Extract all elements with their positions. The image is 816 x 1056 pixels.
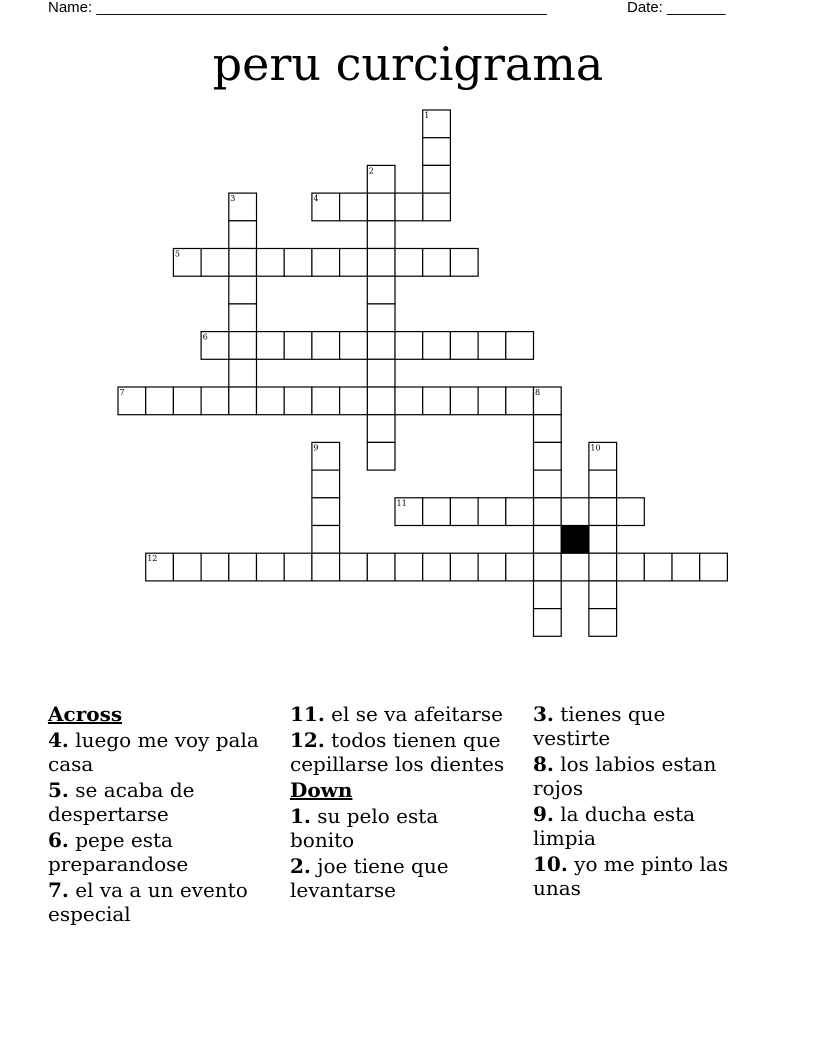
clue-down-2 <box>290 854 505 902</box>
grid-cell[interactable] <box>395 249 423 277</box>
grid-cell[interactable] <box>534 526 562 554</box>
across-heading: Across <box>48 702 123 726</box>
clue-text: el va a un evento especial <box>48 878 248 926</box>
clue-number: 4. <box>48 728 69 752</box>
grid-cell[interactable] <box>367 553 395 581</box>
grid-cell[interactable] <box>423 165 451 193</box>
grid-cell[interactable] <box>423 553 451 581</box>
grid-cell[interactable] <box>589 581 617 609</box>
grid-cell[interactable] <box>395 553 423 581</box>
black-cell <box>561 526 589 554</box>
clue-number-label: 10 <box>590 443 601 453</box>
clue-down-9 <box>533 802 748 850</box>
grid-cell[interactable] <box>340 387 368 415</box>
grid-cell[interactable] <box>534 415 562 443</box>
grid-cell[interactable] <box>229 553 257 581</box>
grid-cell[interactable] <box>229 249 257 277</box>
grid-cell[interactable] <box>229 359 257 387</box>
clue-across-4 <box>48 728 263 776</box>
grid-cell[interactable] <box>506 553 534 581</box>
clue-number: 5. <box>48 778 69 802</box>
grid-cell[interactable] <box>506 387 534 415</box>
grid-cell[interactable] <box>229 304 257 332</box>
clue-down-1 <box>290 804 505 852</box>
grid-cell[interactable] <box>700 553 728 581</box>
clue-text: joe tiene que levantarse <box>290 854 449 902</box>
down-heading: Down <box>290 778 353 802</box>
clue-number-label: 2 <box>368 166 374 176</box>
grid-cell[interactable] <box>312 526 340 554</box>
grid-cell[interactable] <box>257 332 285 360</box>
clue-number-label: 7 <box>119 388 125 397</box>
clue-column-1 <box>48 702 263 928</box>
grid-cell[interactable] <box>589 498 617 526</box>
grid-cell[interactable] <box>589 609 617 637</box>
clue-number: 11. <box>290 702 325 726</box>
grid-cell[interactable] <box>173 387 201 415</box>
grid-cell[interactable] <box>561 553 589 581</box>
grid-cell[interactable] <box>672 553 700 581</box>
grid-cell[interactable] <box>367 387 395 415</box>
grid-cell[interactable] <box>450 387 478 415</box>
date-field-label: Date: _______ <box>627 0 726 16</box>
grid-cell[interactable] <box>534 553 562 581</box>
clue-text: todos tienen que cepillarse los dientes <box>290 728 505 776</box>
clue-text: se acaba de despertarse <box>48 778 195 826</box>
clue-number-label: 5 <box>174 249 180 259</box>
grid-cell[interactable] <box>257 387 285 415</box>
grid-cell[interactable] <box>478 498 506 526</box>
clue-number-label: 1 <box>424 111 430 120</box>
clue-number: 7. <box>48 878 69 902</box>
grid-cell[interactable] <box>589 553 617 581</box>
grid-cell[interactable] <box>534 442 562 470</box>
grid-cell[interactable] <box>312 387 340 415</box>
clue-number-label: 11 <box>396 498 407 508</box>
clue-text: la ducha esta limpia <box>533 802 696 850</box>
grid-cell[interactable] <box>450 498 478 526</box>
grid-cell[interactable] <box>257 249 285 277</box>
grid-cell[interactable] <box>561 498 589 526</box>
grid-cell[interactable] <box>367 415 395 443</box>
grid-cell[interactable] <box>423 138 451 166</box>
clue-number: 12. <box>290 728 325 752</box>
clue-column-3 <box>533 702 748 902</box>
grid-cell[interactable] <box>506 332 534 360</box>
clue-text: los labios estan rojos <box>533 752 717 800</box>
grid-cell[interactable] <box>284 249 312 277</box>
clue-text: su pelo esta bonito <box>290 804 439 852</box>
grid-cell[interactable] <box>340 553 368 581</box>
grid-cell[interactable] <box>534 609 562 637</box>
grid-cell[interactable] <box>423 498 451 526</box>
clue-text: luego me voy pala casa <box>48 728 259 776</box>
grid-cell[interactable] <box>312 553 340 581</box>
grid-cell[interactable] <box>201 387 229 415</box>
grid-cell[interactable] <box>340 332 368 360</box>
grid-cell[interactable] <box>617 498 645 526</box>
grid-cell[interactable] <box>284 332 312 360</box>
clue-down-8 <box>533 752 748 800</box>
grid-cell[interactable] <box>478 387 506 415</box>
grid-cell[interactable] <box>367 193 395 221</box>
grid-cell[interactable] <box>644 553 672 581</box>
grid-cell[interactable] <box>312 249 340 277</box>
grid-cell[interactable] <box>367 332 395 360</box>
grid-cell[interactable] <box>367 221 395 249</box>
clue-across-12 <box>290 728 505 776</box>
grid-cell[interactable] <box>423 332 451 360</box>
grid-cell[interactable] <box>340 249 368 277</box>
clue-number-label: 9 <box>313 443 319 453</box>
clue-text: pepe esta preparandose <box>48 828 189 876</box>
grid-cell[interactable] <box>478 332 506 360</box>
grid-cell[interactable] <box>367 442 395 470</box>
clue-column-2 <box>290 702 505 904</box>
grid-cell[interactable] <box>450 332 478 360</box>
grid-cell[interactable] <box>423 249 451 277</box>
grid-cell[interactable] <box>423 387 451 415</box>
grid-cell[interactable] <box>312 332 340 360</box>
grid-cell[interactable] <box>173 553 201 581</box>
clue-number-label: 8 <box>535 388 541 397</box>
grid-cell[interactable] <box>284 553 312 581</box>
grid-cell[interactable] <box>617 553 645 581</box>
clue-number-label: 6 <box>202 332 208 342</box>
grid-cell[interactable] <box>340 193 368 221</box>
grid-cell[interactable] <box>589 526 617 554</box>
grid-cell[interactable] <box>367 249 395 277</box>
grid-cell[interactable] <box>395 332 423 360</box>
grid-cell[interactable] <box>506 498 534 526</box>
clue-number: 8. <box>533 752 554 776</box>
grid-cell[interactable] <box>146 387 174 415</box>
name-field-label: Name: ______________________________________________________ <box>48 0 547 16</box>
grid-cell[interactable] <box>201 249 229 277</box>
grid-cell[interactable] <box>534 498 562 526</box>
grid-cell[interactable] <box>201 553 229 581</box>
clue-number-label: 3 <box>230 194 236 204</box>
clue-across-6 <box>48 828 263 876</box>
clue-number-label: 4 <box>313 194 319 204</box>
puzzle-title: peru curcigrama <box>212 37 604 91</box>
clue-down-3 <box>533 702 748 750</box>
clue-across-11 <box>290 702 505 726</box>
clue-number-label: 12 <box>147 554 158 564</box>
clue-text: yo me pinto las unas <box>533 852 729 900</box>
grid-cell[interactable] <box>534 470 562 498</box>
grid-cell[interactable] <box>478 553 506 581</box>
grid-cell[interactable] <box>395 193 423 221</box>
grid-cell[interactable] <box>450 553 478 581</box>
grid-cell[interactable] <box>312 470 340 498</box>
clue-down-10 <box>533 852 748 900</box>
grid-cell[interactable] <box>395 387 423 415</box>
clue-number: 10. <box>533 852 568 876</box>
grid-cell[interactable] <box>229 387 257 415</box>
grid-cell[interactable] <box>312 498 340 526</box>
grid-cell[interactable] <box>229 221 257 249</box>
grid-cell[interactable] <box>423 193 451 221</box>
grid-cell[interactable] <box>229 276 257 304</box>
clue-number: 3. <box>533 702 554 726</box>
clue-across-5 <box>48 778 263 826</box>
clue-number: 9. <box>533 802 554 826</box>
grid-cell[interactable] <box>284 387 312 415</box>
clue-across-7 <box>48 878 263 926</box>
clue-number: 6. <box>48 828 69 852</box>
grid-cell[interactable] <box>229 332 257 360</box>
grid-cell[interactable] <box>589 470 617 498</box>
clue-text: tienes que vestirte <box>533 702 666 750</box>
grid-cell[interactable] <box>534 581 562 609</box>
clue-number: 1. <box>290 804 311 828</box>
clue-number: 2. <box>290 854 311 878</box>
grid-cell[interactable] <box>367 359 395 387</box>
grid-cell[interactable] <box>367 276 395 304</box>
grid-cell[interactable] <box>367 304 395 332</box>
grid-cell[interactable] <box>257 553 285 581</box>
clue-text: el se va afeitarse <box>324 702 503 726</box>
grid-cell[interactable] <box>450 249 478 277</box>
